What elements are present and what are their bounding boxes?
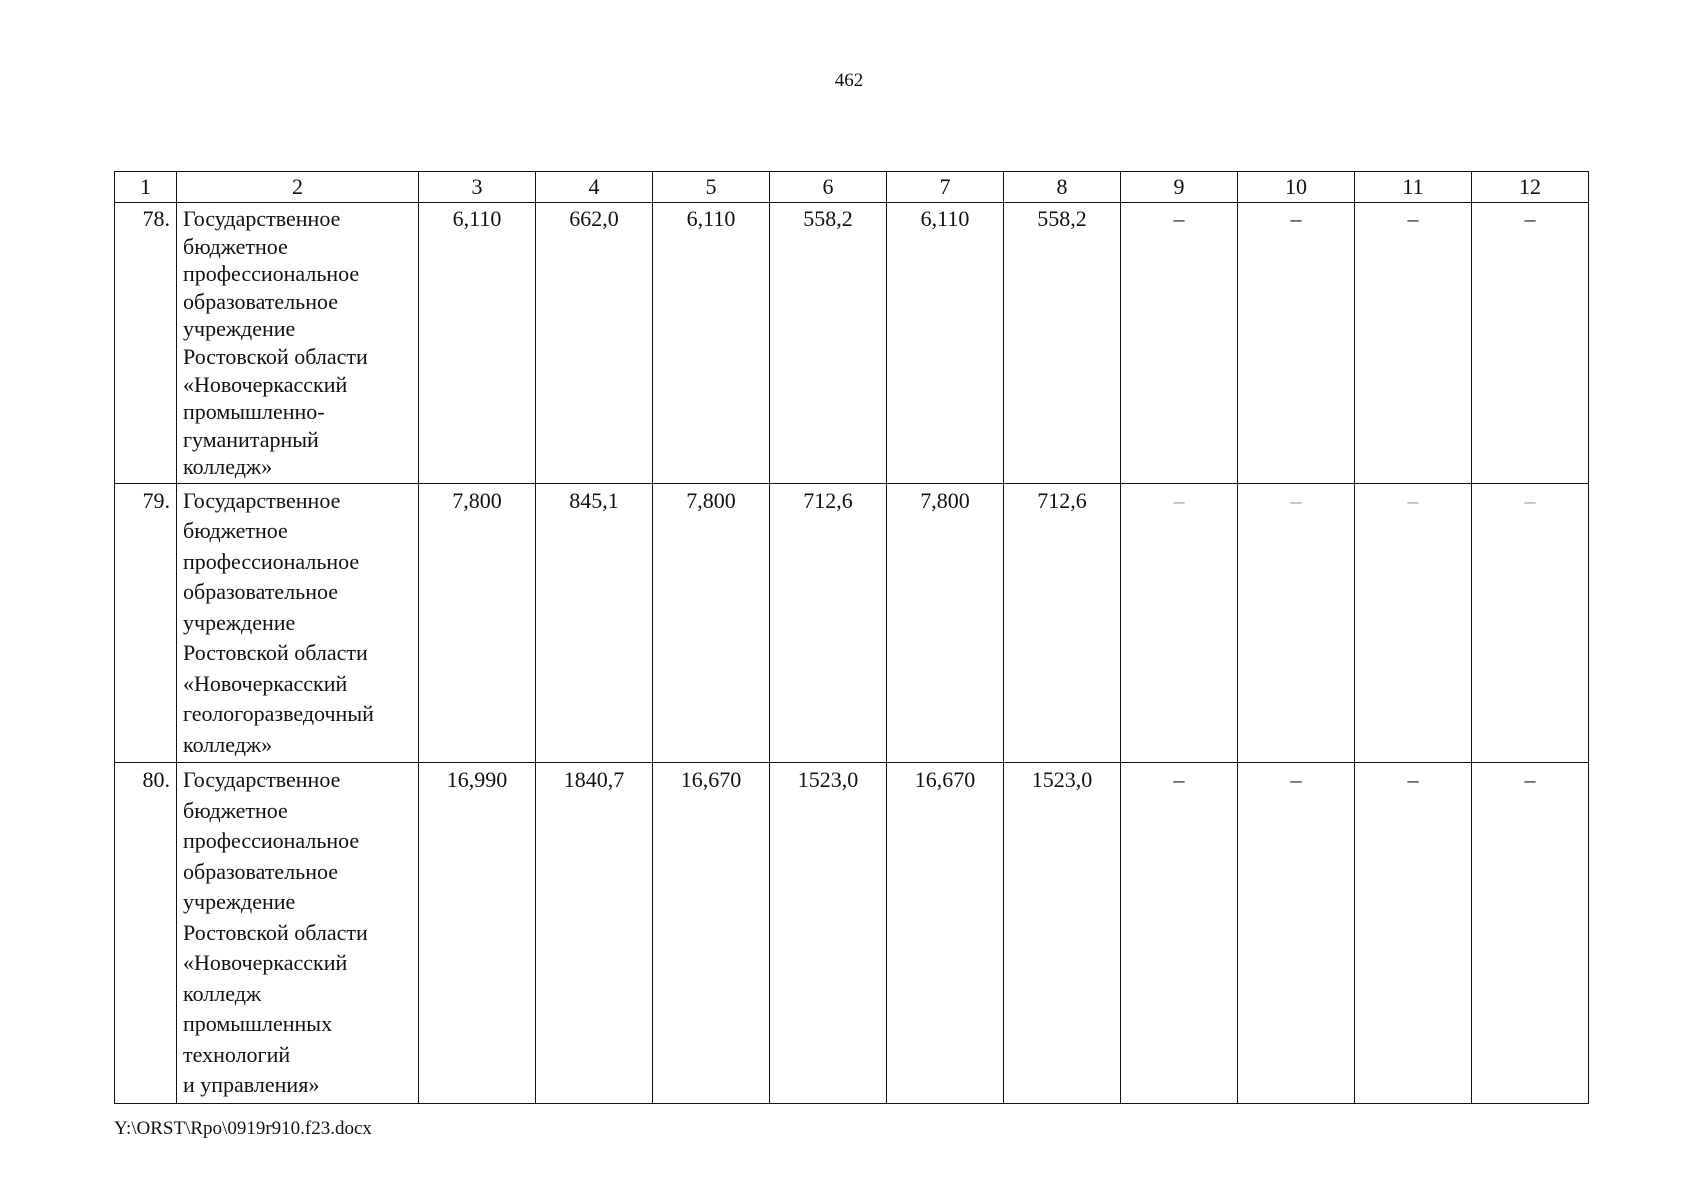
value-cell: – [1238,203,1355,484]
institution-name-line: Государственное [183,487,341,513]
value-cell: – [1355,763,1472,1104]
value-cell: 7,800 [653,483,770,763]
value-cell: – [1121,203,1238,484]
institution-name-line: профессиональное [183,261,360,287]
institution-name [177,483,419,763]
institution-name-line: Ростовской области [183,640,368,666]
institution-name-line: учреждение [183,316,296,342]
value-cell: – [1121,483,1238,763]
value-cell: 712,6 [1004,483,1121,763]
column-header: 11 [1355,172,1472,203]
column-header: 7 [887,172,1004,203]
institution-name-line: колледж [183,980,262,1006]
row-number: 78. [115,203,177,484]
institution-name-line: технологий [183,1041,291,1067]
institution-name-line: учреждение [183,889,296,915]
institution-name-line: Государственное [183,206,341,231]
table-row [115,763,1589,1104]
institution-name-line: колледж» [183,731,273,757]
value-cell: 1523,0 [770,763,887,1104]
document-file-path: Y:\ORST\Rpo\0919r910.f23.docx [114,1118,372,1139]
column-header: 3 [419,172,536,203]
column-header: 10 [1238,172,1355,203]
column-header: 1 [115,172,177,203]
value-cell: – [1472,763,1589,1104]
value-cell: – [1355,203,1472,484]
institution-name-line: геологоразведочный [183,701,374,727]
institution-name-line: колледж» [183,454,273,480]
institution-name-line: и управления» [183,1072,320,1098]
table-row [115,203,1589,484]
institution-name-line: промышленно- [183,399,325,425]
column-header: 6 [770,172,887,203]
column-header: 4 [536,172,653,203]
value-cell: 1840,7 [536,763,653,1104]
institution-name-line: бюджетное [183,518,288,544]
value-cell: 6,110 [653,203,770,484]
institution-name-line: профессиональное [183,548,360,574]
value-cell: – [1472,203,1589,484]
institution-name-line: Государственное [183,767,341,793]
institution-name-line: Ростовской области [183,919,368,945]
column-header: 12 [1472,172,1589,203]
value-cell: 16,670 [653,763,770,1104]
value-cell: 558,2 [770,203,887,484]
value-cell: 6,110 [887,203,1004,484]
column-header: 5 [653,172,770,203]
institution-name-line: «Новочеркасский [183,371,348,397]
value-cell: 845,1 [536,483,653,763]
value-cell: 558,2 [1004,203,1121,484]
institution-name-line: учреждение [183,609,296,635]
institution-name-line: бюджетное [183,797,288,823]
institution-name [177,203,419,484]
institution-name-line: образовательное [183,288,339,314]
value-cell: – [1472,483,1589,763]
institution-name-line: «Новочеркасский [183,670,348,696]
data-table [114,171,1589,1104]
value-cell: 712,6 [770,483,887,763]
value-cell: 16,670 [887,763,1004,1104]
page-number: 462 [834,70,864,91]
institution-name-line: бюджетное [183,233,288,259]
institution-name-line: профессиональное [183,828,360,854]
value-cell: 7,800 [419,483,536,763]
institution-name-line: промышленных [183,1011,333,1037]
value-cell: – [1238,483,1355,763]
value-cell: 16,990 [419,763,536,1104]
table-row [115,483,1589,763]
institution-name-line: «Новочеркасский [183,950,348,976]
column-header: 2 [177,172,419,203]
column-header: 9 [1121,172,1238,203]
column-header: 8 [1004,172,1121,203]
institution-name-line: образовательное [183,858,339,884]
institution-name-line: гуманитарный [183,426,319,452]
value-cell: – [1121,763,1238,1104]
row-number: 80. [115,763,177,1104]
institution-name [177,763,419,1104]
value-cell: 662,0 [536,203,653,484]
value-cell: 7,800 [887,483,1004,763]
value-cell: 1523,0 [1004,763,1121,1104]
institution-name-line: образовательное [183,579,339,605]
value-cell: – [1355,483,1472,763]
row-number: 79. [115,483,177,763]
value-cell: – [1238,763,1355,1104]
table-header-row [115,172,1589,203]
value-cell: 6,110 [419,203,536,484]
institution-name-line: Ростовской области [183,343,368,369]
